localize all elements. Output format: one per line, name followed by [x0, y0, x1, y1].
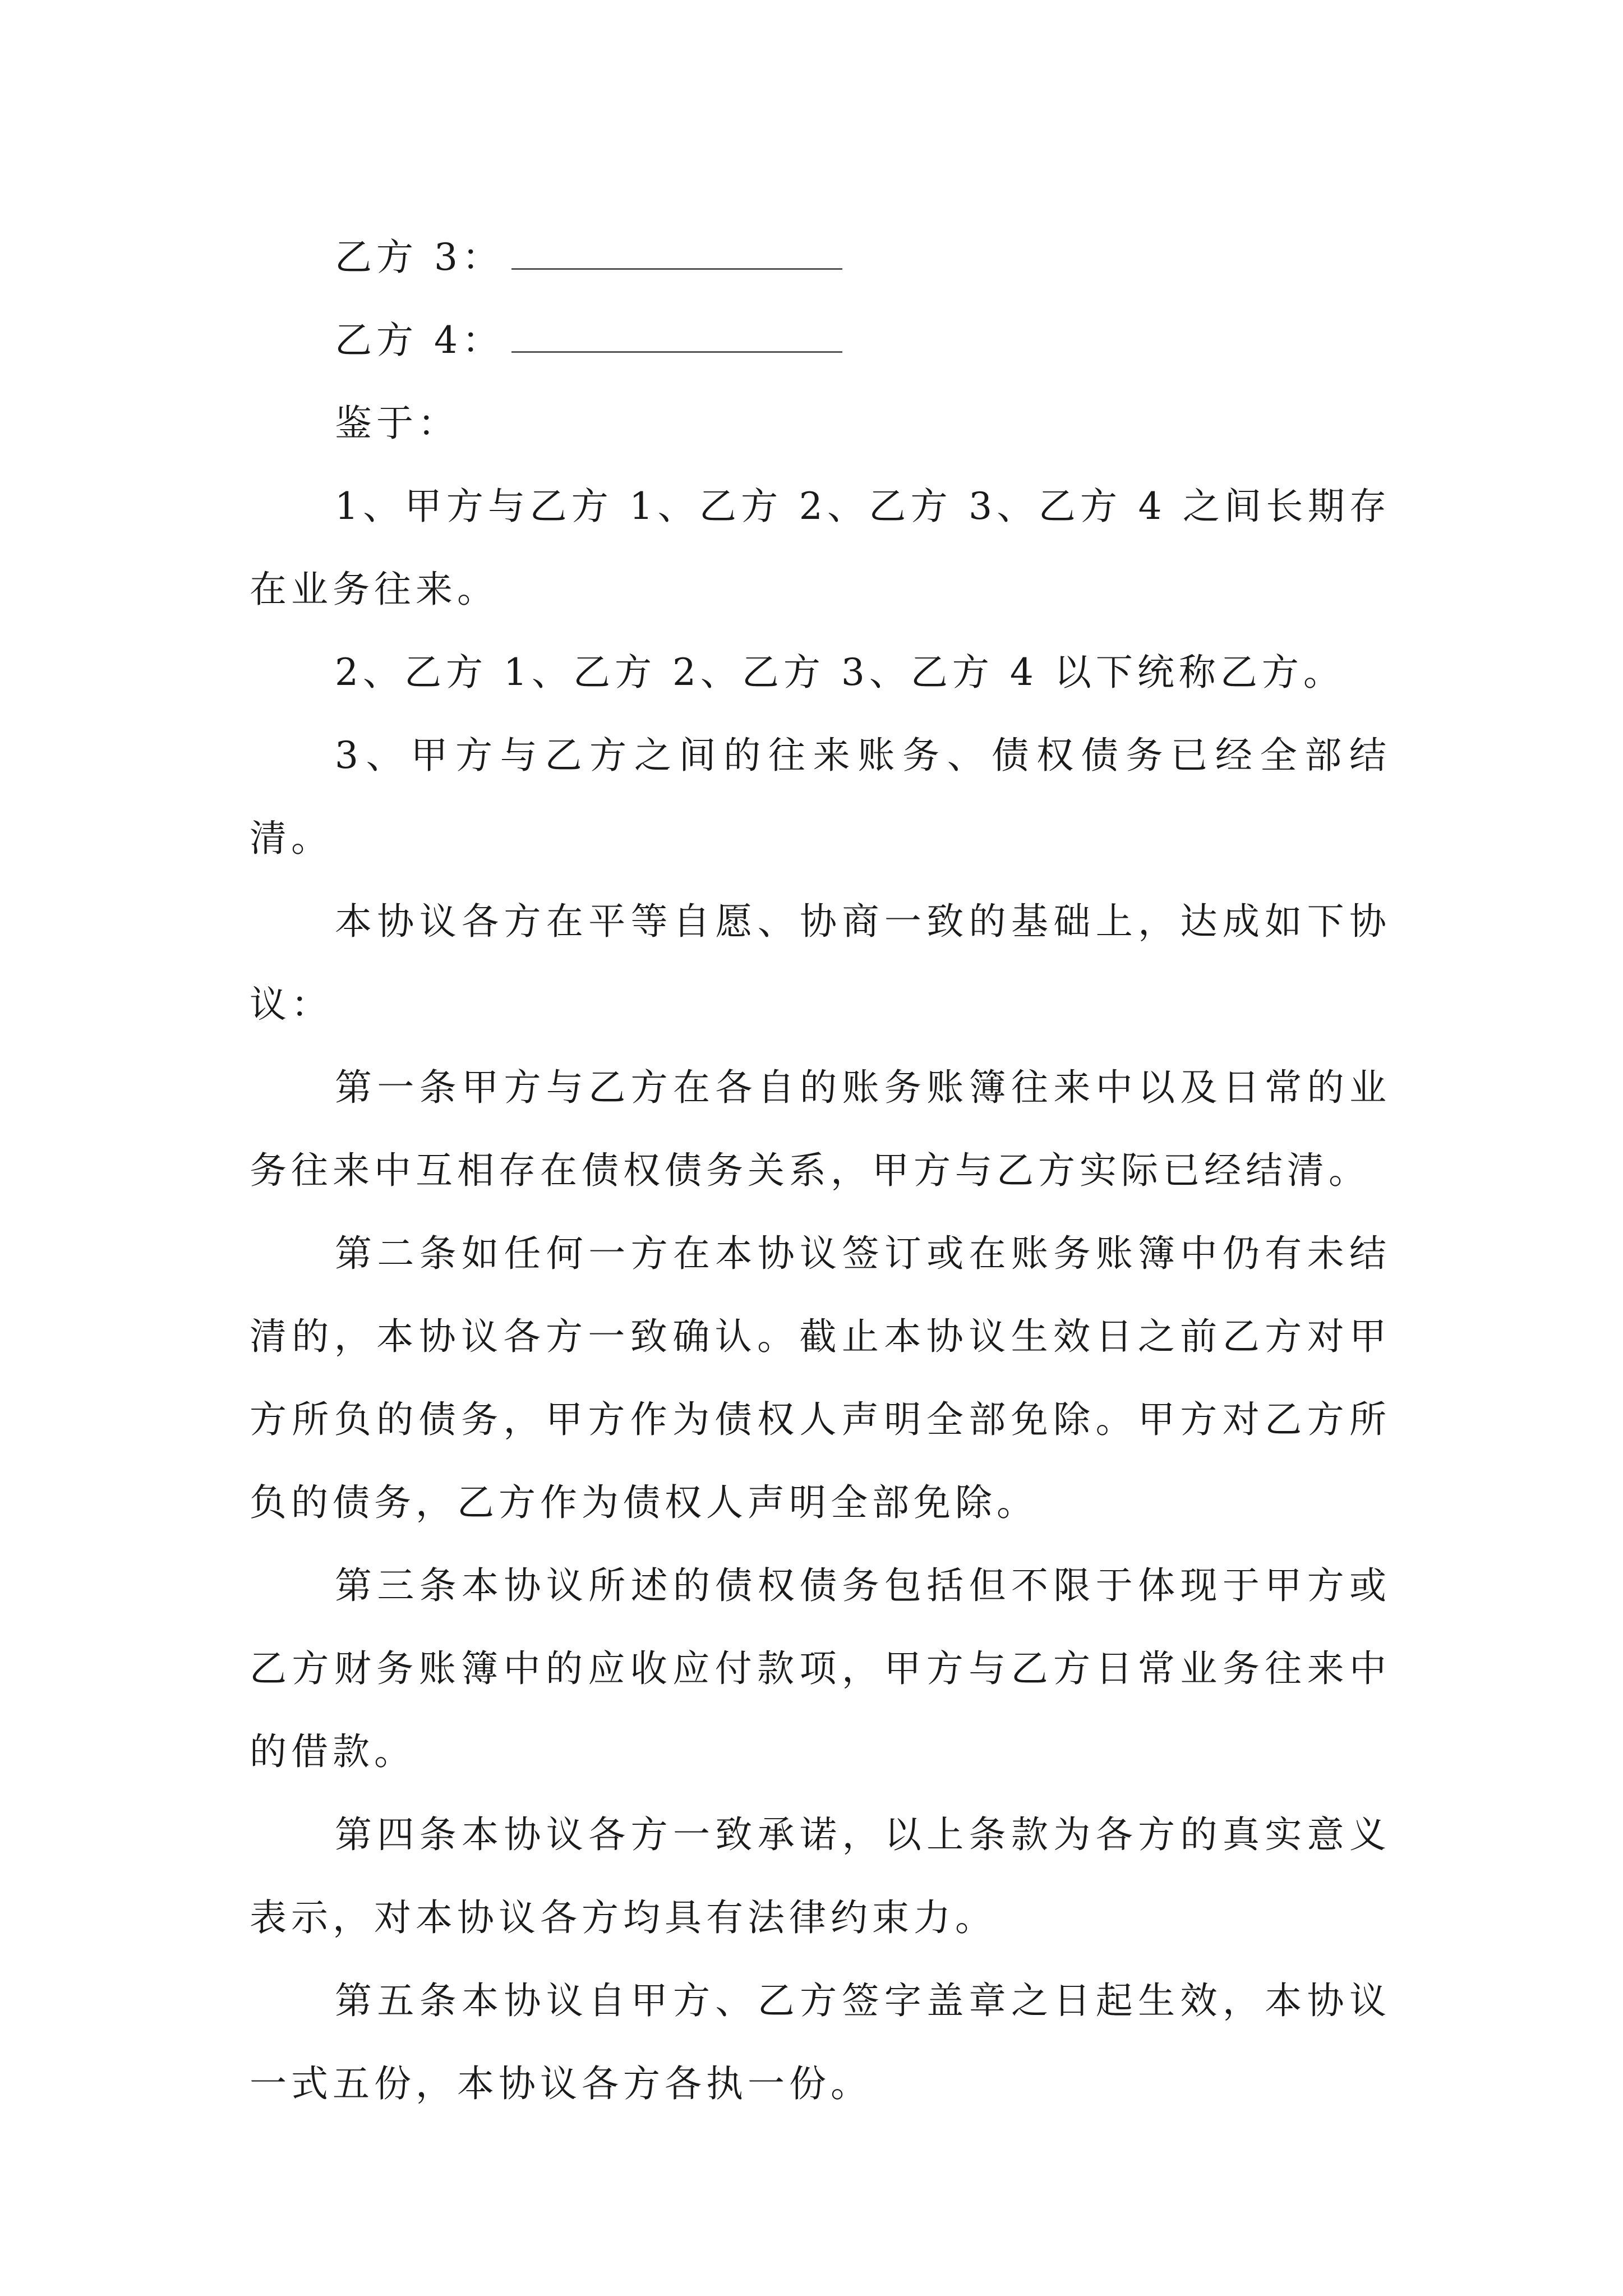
- recital-1: 1、甲方与乙方 1、乙方 2、乙方 3、乙方 4 之间长期存在业务往来。: [250, 485, 1391, 611]
- party-line-yi4: [250, 299, 1391, 382]
- recitals-intro: 鉴于：: [335, 402, 459, 445]
- recital-3: 3、甲方与乙方之间的往来账务、债权债务已经全部结清。: [250, 734, 1391, 860]
- agreement-intro: 本协议各方在平等自愿、协商一致的基础上，达成如下协议：: [250, 900, 1391, 1026]
- article-2: 第二条如任何一方在本协议签订或在账务账簿中仍有未结清的，本协议各方一致确认。截止本协议生效日之前乙方对甲方所负的债务，甲方作为债权人声明全部免除。甲方对乙方所负的债务，乙方作为债权人声明全部免除。: [250, 1232, 1391, 1524]
- party-label: 乙方 3：: [335, 236, 504, 279]
- article-1: 第一条甲方与乙方在各自的账务账簿往来中以及日常的业务往来中互相存在债权债务关系，甲方与乙方实际已经结清。: [250, 1066, 1391, 1192]
- article-3: 第三条本协议所述的债权债务包括但不限于体现于甲方或乙方财务账簿中的应收应付款项，甲方与乙方日常业务往来中的借款。: [250, 1564, 1391, 1773]
- article-5: 第五条本协议自甲方、乙方签字盖章之日起生效，本协议一式五份，本协议各方各执一份。: [250, 1979, 1391, 2105]
- party-label: 乙方 4：: [335, 319, 504, 362]
- article-4: 第四条本协议各方一致承诺，以上条款为各方的真实意义表示，对本协议各方均具有法律约束力。: [250, 1813, 1391, 1939]
- party-line-yi3: [250, 216, 1391, 299]
- signature-blank: [511, 234, 842, 270]
- document-body: [250, 216, 1391, 2125]
- signature-blank: [511, 318, 842, 353]
- recital-2: 2、乙方 1、乙方 2、乙方 3、乙方 4 以下统称乙方。: [335, 651, 1345, 694]
